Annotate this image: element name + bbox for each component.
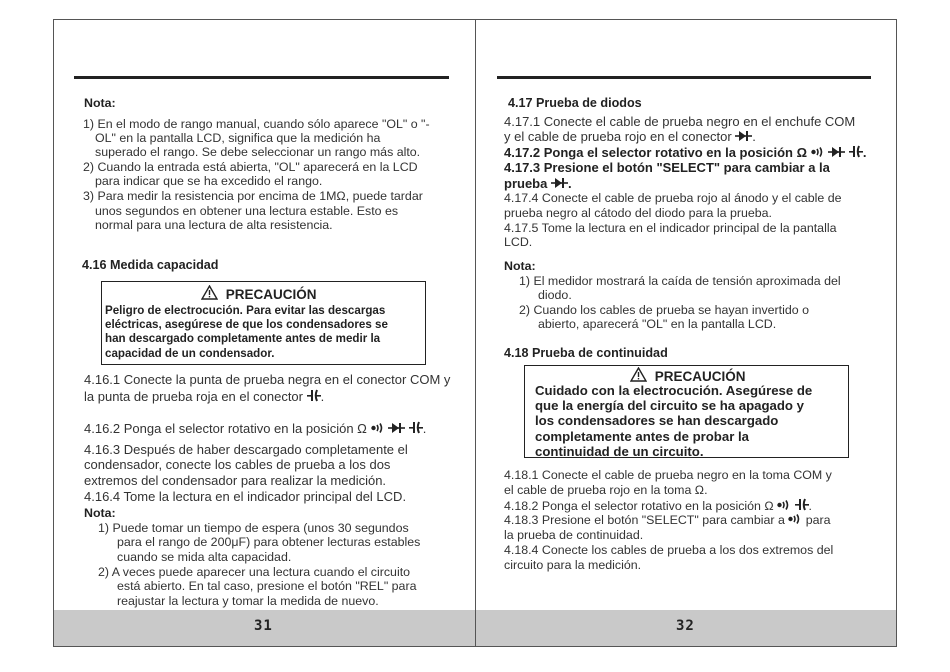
paragraph-text: 4.18.2 Ponga el selector rotativo en la posición Ω [504, 499, 774, 513]
paragraph-4-16-1: 4.16.1 Conecte la punta de prueba negra en el conector COM y [84, 372, 451, 387]
right-nota-line: 2) Cuando los cables de prueba se hayan invertido o [519, 303, 809, 317]
right-nota-line: diodo. [538, 288, 572, 302]
caution-line: que la energía del circuito se ha apagado y [535, 398, 804, 414]
left-nota2-line: 1) Puede tomar un tiempo de espera (unos 30 segundos [98, 521, 409, 535]
section-title-4-17: 4.17 Prueba de diodos [508, 96, 642, 110]
paragraph-4-18-3 [504, 513, 831, 528]
capacitor-icon [307, 389, 321, 402]
paragraph-4-17-1: 4.17.1 Conecte el cable de prueba negro en el enchufe COM [504, 114, 856, 129]
paragraph-text: prueba [504, 176, 548, 191]
continuity-icon [777, 499, 791, 511]
section-title-4-18: 4.18 Prueba de continuidad [504, 346, 668, 360]
continuity-icon [788, 513, 802, 525]
caution-line: Peligro de electrocución. Para evitar las descargas [105, 304, 386, 317]
left-nota2-line: está abierto. En tal caso, presione el botón "REL" para [117, 579, 417, 593]
left-nota2-line: para el rango de 200μF) para obtener lecturas estables [117, 535, 421, 549]
left-nota-line: 1) En el modo de rango manual, cuando sólo aparece "OL" o "- [83, 117, 430, 131]
paragraph-text: 4.16.2 Ponga el selector rotativo en la posición Ω [84, 421, 367, 436]
paragraph-4-17-5: LCD. [504, 235, 533, 249]
left-nota-line: OL" en la pantalla LCD, significa que la medición ha [95, 131, 381, 145]
paragraph-text: 4.17.2 Ponga el selector rotativo en la posición Ω [504, 145, 808, 160]
warning-triangle-icon [630, 367, 647, 382]
paragraph-4-16-3: extremos del condensador para realizar la medición. [84, 473, 387, 488]
left-nota-line: 2) Cuando la entrada está abierta, "OL" aparecerá en la LCD [83, 160, 418, 174]
diode-icon [735, 130, 752, 142]
paragraph-4-18-1-cont: el cable de prueba rojo en la toma Ω. [504, 483, 708, 497]
continuity-icon [811, 146, 825, 158]
caution-box-left [101, 281, 426, 365]
diode-icon [388, 422, 405, 434]
left-nota-heading: Nota: [84, 96, 116, 110]
paragraph-4-17-4: 4.17.4 Conecte el cable de prueba rojo al ánodo y el cable de [504, 191, 842, 205]
paragraph-4-16-3: condensador, conecte los cables de prueba a los dos [84, 457, 391, 472]
caution-title-text: PRECAUCIÓN [225, 287, 317, 302]
paragraph-4-16-2: 4.16.2 Ponga el selector rotativo en la posición Ω . [84, 421, 427, 436]
paragraph-text: para [805, 513, 831, 527]
paragraph-text: la punta de prueba roja en el conector [84, 389, 303, 404]
diode-icon [828, 146, 845, 158]
paragraph-4-17-1-cont: y el cable de prueba rojo en el conector . [504, 129, 756, 144]
paragraph-4-16-1-cont: la punta de prueba roja en el conector . [84, 389, 325, 404]
paragraph-4-17-5: 4.17.5 Tome la lectura en el indicador principal de la pantalla [504, 221, 837, 235]
paragraph-4-17-3: 4.17.3 Presione el botón "SELECT" para cambiar a la [504, 160, 830, 175]
paragraph-4-18-3-cont: la prueba de continuidad. [504, 528, 644, 542]
paragraph-4-18-4: circuito para la medición. [504, 558, 642, 572]
caution-title-left [201, 285, 317, 302]
capacitor-icon [849, 145, 863, 158]
left-nota-line: superado el rango. Se debe seleccionar un rango más alto. [95, 145, 421, 159]
section-title-4-16: 4.16 Medida capacidad [82, 258, 219, 272]
caution-line: completamente antes de probar la [535, 428, 749, 444]
left-nota-line: unos segundos en obtener una lectura estable. Esto es [95, 204, 399, 218]
capacitor-icon [795, 498, 809, 511]
right-nota-line: 1) El medidor mostrará la caída de tensión aproximada del [519, 274, 841, 288]
left-nota-line: para indicar que se ha excedido el rango. [95, 174, 323, 188]
caution-title-text: PRECAUCIÓN [654, 369, 746, 384]
paragraph-text: 4.18.3 Presione el botón "SELECT" para cambiar a [504, 513, 785, 527]
caution-line: los condensadores se han descargado [535, 413, 779, 429]
caution-line: continuidad de un circuito. [535, 443, 704, 459]
capacitor-icon [409, 421, 423, 434]
paragraph-4-18-4: 4.18.4 Conecte los cables de prueba a los dos extremos del [504, 543, 834, 557]
warning-triangle-icon [201, 285, 218, 300]
left-nota2-line: 2) A veces puede aparecer una lectura cuando el circuito [98, 565, 411, 579]
left-nota2-line: cuando se mida alta capacidad. [117, 550, 292, 564]
left-header-rule [74, 76, 449, 79]
right-nota-heading: Nota: [504, 259, 536, 273]
left-nota-line: normal para una lectura de alta resistencia. [95, 218, 333, 232]
caution-box-right [524, 365, 849, 458]
paragraph-text: y el cable de prueba rojo en el conector [504, 129, 732, 144]
left-nota-line: 3) Para medir la resistencia por encima de 1MΩ, puede tardar [83, 189, 423, 203]
caution-line: eléctricas, asegúrese de que los condensadores se [105, 318, 388, 332]
page-number-left: 31 [254, 618, 273, 634]
paragraph-4-18-1: 4.18.1 Conecte el cable de prueba negro en la toma COM y [504, 468, 832, 482]
right-nota-line: abierto, aparecerá "OL" en la pantalla LCD. [538, 317, 777, 331]
paragraph-4-16-4: 4.16.4 Tome la lectura en el indicador principal del LCD. [84, 489, 407, 504]
caution-title-right [630, 367, 746, 384]
paragraph-4-17-3-cont: prueba . [504, 176, 572, 191]
page-divider [475, 19, 476, 647]
caution-line: Cuidado con la electrocución. Asegúrese de [535, 383, 813, 398]
paragraph-4-16-3: 4.16.3 Después de haber descargado completamente el [84, 442, 408, 457]
left-nota2-line: reajustar la lectura y tomar la medida de nuevo. [117, 594, 379, 608]
caution-line: capacidad de un condensador. [105, 346, 275, 360]
paragraph-4-18-2: 4.18.2 Ponga el selector rotativo en la posición Ω . [504, 499, 812, 513]
right-header-rule [497, 76, 871, 79]
paragraph-4-17-4: prueba negro al cátodo del diodo para la prueba. [504, 206, 772, 220]
paragraph-4-17-2: 4.17.2 Ponga el selector rotativo en la posición Ω . [504, 145, 867, 160]
diode-icon [551, 177, 568, 189]
page-number-right: 32 [676, 618, 695, 634]
continuity-icon [371, 422, 385, 434]
caution-line: han descargado completamente antes de medir la [105, 332, 381, 346]
left-nota2-heading: Nota: [84, 506, 116, 520]
